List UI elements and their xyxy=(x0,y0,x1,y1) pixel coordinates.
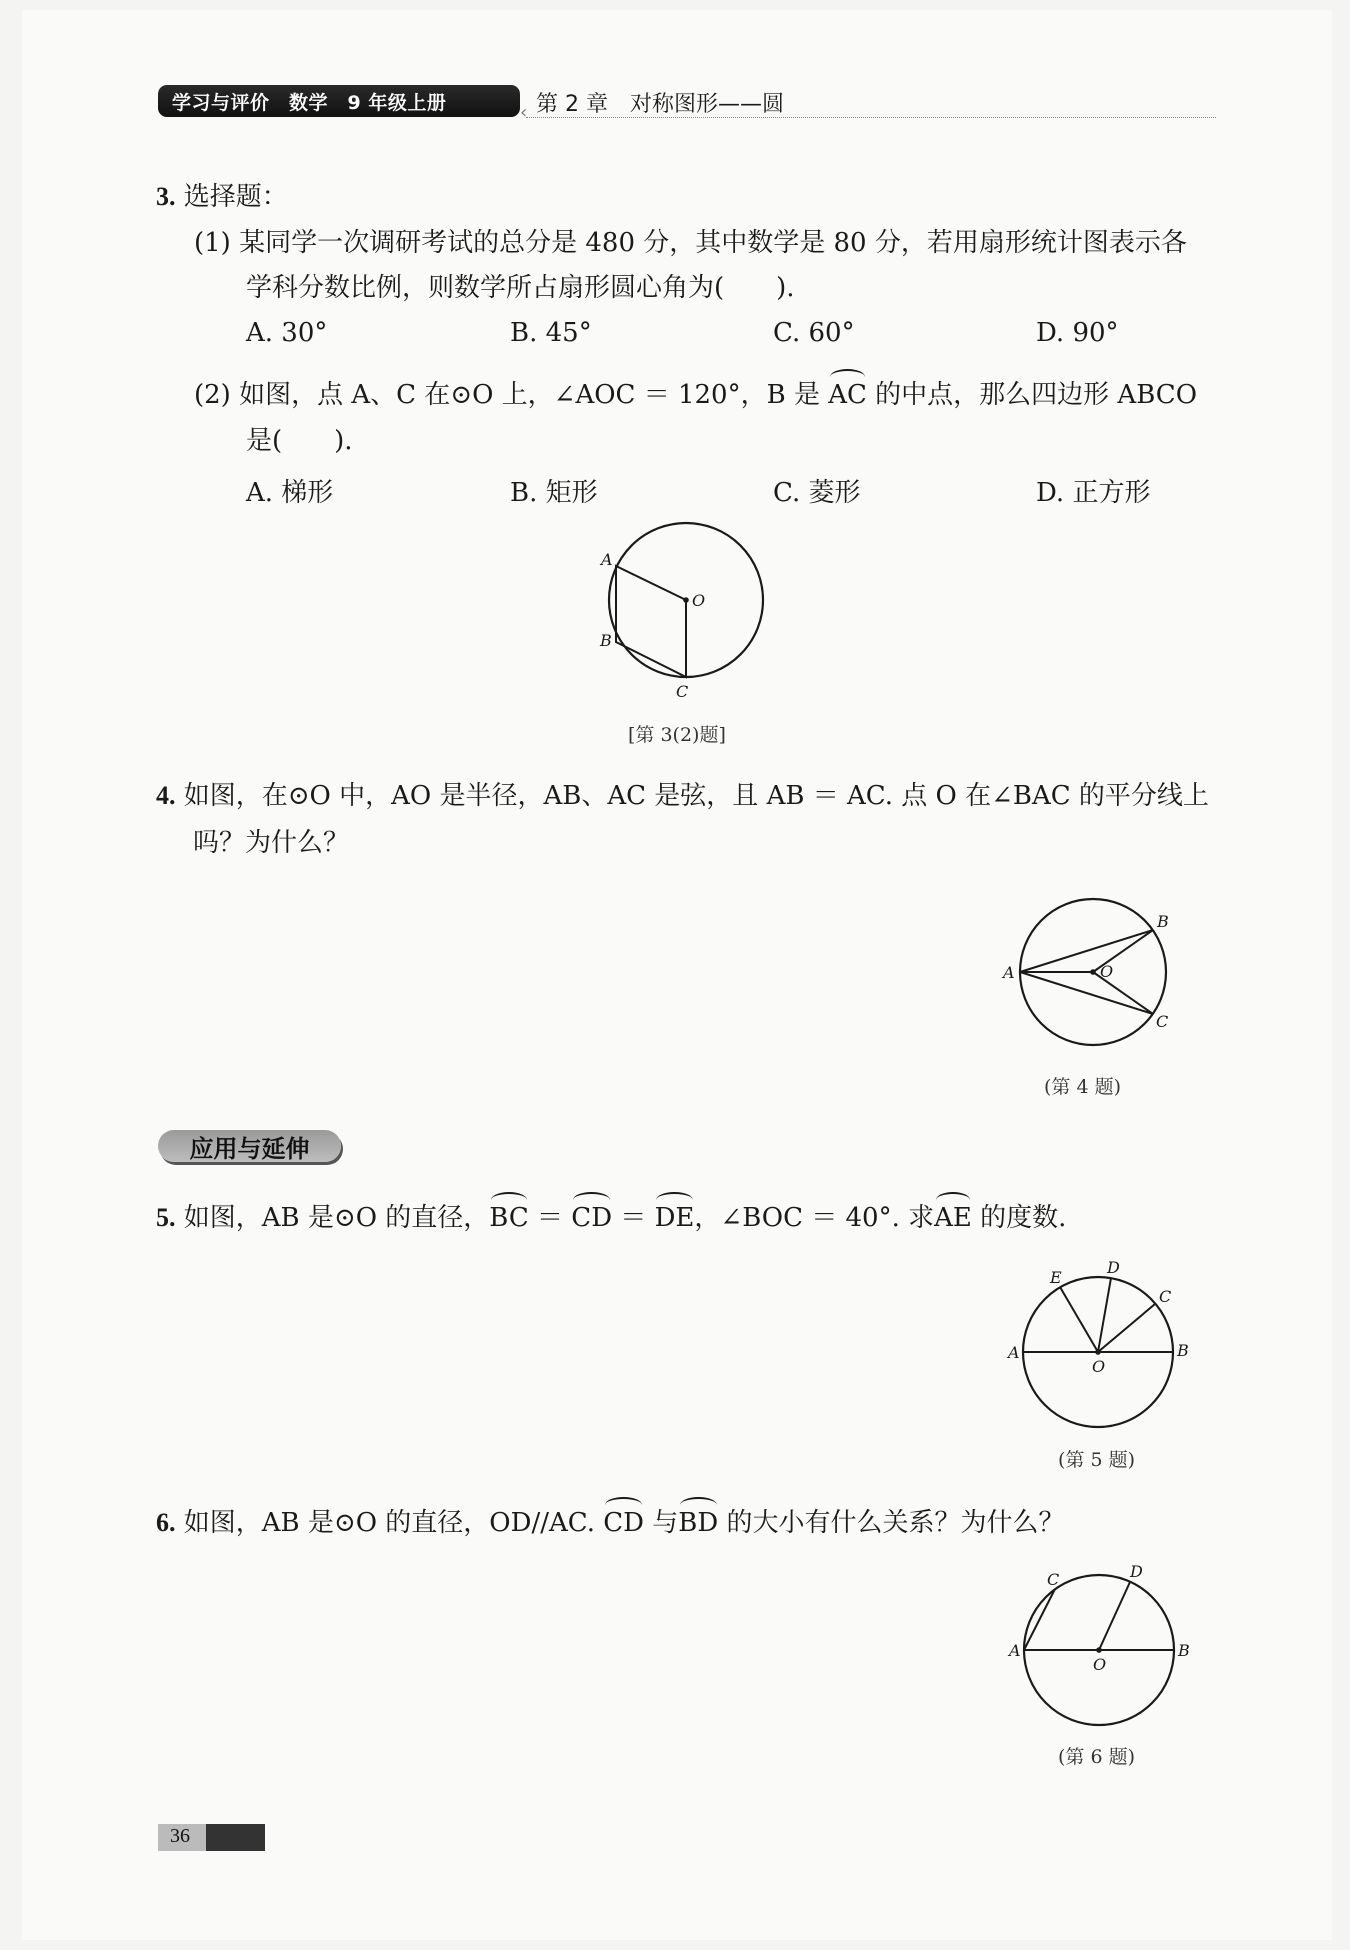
q5-text-b: ，∠BOC ＝ 40°. 求 xyxy=(694,1203,935,1233)
q5-line xyxy=(156,1201,1066,1235)
q3-number: 3. xyxy=(156,182,176,211)
label-b: B xyxy=(1157,912,1169,931)
q3-2-option-d: D. 正方形 xyxy=(1036,478,1151,508)
arc-de: DE xyxy=(654,1203,695,1233)
q5-eq2: ＝ xyxy=(612,1203,655,1233)
q6-caption: (第 6 题) xyxy=(1058,1746,1135,1768)
q3-1-line2: 学科分数比例，则数学所占扇形圆心角为( ). xyxy=(246,273,795,303)
page-number-badge xyxy=(158,1824,265,1851)
q3-1-option-b: B. 45° xyxy=(510,318,592,348)
arc-ac: AC xyxy=(828,380,867,410)
radius-oe xyxy=(1060,1287,1098,1352)
chord-ac xyxy=(1024,1589,1055,1650)
center-point xyxy=(1095,1349,1101,1355)
q3-2-caption: [第 3(2)题] xyxy=(628,724,726,746)
label-d: D xyxy=(1130,1562,1143,1581)
q3-2-text-b: 的中点，那么四边形 ABCO xyxy=(866,380,1198,410)
page-number: 36 xyxy=(170,1825,190,1847)
q3-2-option-c: C. 菱形 xyxy=(773,478,861,508)
q5-number: 5. xyxy=(156,1203,176,1232)
label-a: A xyxy=(1008,1343,1020,1362)
q4-line2: 吗？为什么？ xyxy=(193,828,350,858)
radius-oc xyxy=(1098,1304,1155,1352)
label-o: O xyxy=(692,591,706,610)
book-title-badge xyxy=(158,85,520,117)
q4-figure xyxy=(990,885,1190,1055)
book-title: 学习与评价 数学 9 年级上册 xyxy=(172,91,447,114)
q6-text-b: 与 xyxy=(643,1508,679,1538)
q5-eq1: ＝ xyxy=(528,1203,572,1233)
center-point xyxy=(1096,1647,1102,1653)
label-o: O xyxy=(1092,1357,1106,1376)
q3-1-option-c: C. 60° xyxy=(773,318,855,348)
header-arrow-icon: ‹ xyxy=(520,102,528,123)
q4-line1 xyxy=(156,779,1209,813)
label-o: O xyxy=(1093,1655,1107,1674)
q6-figure xyxy=(995,1555,1205,1735)
q3-1-option-d: D. 90° xyxy=(1036,318,1119,348)
label-c: C xyxy=(1047,1570,1060,1589)
label-a: A xyxy=(1009,1641,1021,1660)
label-c: C xyxy=(1159,1287,1172,1306)
section-badge: 应用与延伸 xyxy=(158,1130,341,1162)
q3-title: 选择题： xyxy=(183,182,288,212)
q5-text-a: 如图，AB 是⊙O 的直径， xyxy=(183,1203,490,1233)
label-b: B xyxy=(1178,1641,1190,1660)
arc-cd: CD xyxy=(571,1203,613,1233)
quadrilateral-abco xyxy=(616,566,686,677)
center-point xyxy=(1090,969,1096,975)
label-e: E xyxy=(1050,1268,1062,1287)
q3-2-text-a: (2) 如图，点 A、C 在⊙O 上，∠AOC ＝ 120°，B 是 xyxy=(194,380,829,410)
label-b: B xyxy=(600,631,612,650)
label-c: C xyxy=(676,682,689,701)
q6-text-a: 如图，AB 是⊙O 的直径，OD//AC. xyxy=(183,1508,604,1538)
q6-text-c: 的大小有什么关系？为什么？ xyxy=(718,1508,1065,1538)
q5-text-c: 的度数. xyxy=(971,1203,1067,1233)
q3-1-option-a: A. 30° xyxy=(246,318,328,348)
q3-2-line2: 是( ). xyxy=(246,426,353,456)
q3-2-option-b: B. 矩形 xyxy=(510,478,598,508)
arc-cd: CD xyxy=(603,1508,644,1538)
q4-number: 4. xyxy=(156,781,176,810)
label-d: D xyxy=(1107,1258,1120,1277)
q3-2-option-a: A. 梯形 xyxy=(246,478,334,508)
q3-1-line1: (1) 某同学一次调研考试的总分是 480 分，其中数学是 80 分，若用扇形统计图表示各 xyxy=(194,228,1187,258)
q6-line xyxy=(156,1506,1064,1540)
label-a: A xyxy=(601,550,613,569)
q5-caption: (第 5 题) xyxy=(1058,1449,1135,1471)
header-rule xyxy=(526,117,1216,118)
q4-caption: (第 4 题) xyxy=(1044,1076,1121,1098)
arc-ae: AE xyxy=(934,1203,972,1233)
q3-heading xyxy=(156,180,288,214)
chapter-title: 第 2 章 对称图形——圆 xyxy=(536,92,784,117)
label-a: A xyxy=(1003,963,1015,982)
q3-2-line1 xyxy=(194,378,1197,412)
radius-od xyxy=(1098,1278,1111,1352)
label-o: O xyxy=(1100,962,1114,981)
arc-bc: BC xyxy=(489,1203,529,1233)
label-c: C xyxy=(1156,1012,1169,1031)
chord-ac xyxy=(1020,972,1153,1014)
q3-2-figure xyxy=(590,515,790,705)
radius-od xyxy=(1099,1582,1130,1650)
q4-text: 如图，在⊙O 中，AO 是半径，AB、AC 是弦，且 AB ＝ AC. 点 O 在∠BAC 的平分线上 xyxy=(183,781,1209,811)
arc-bd: BD xyxy=(678,1508,719,1538)
chord-ab xyxy=(1020,930,1153,972)
q6-number: 6. xyxy=(156,1508,176,1537)
label-b: B xyxy=(1177,1341,1189,1360)
q5-figure xyxy=(995,1255,1205,1435)
center-point xyxy=(683,597,689,603)
